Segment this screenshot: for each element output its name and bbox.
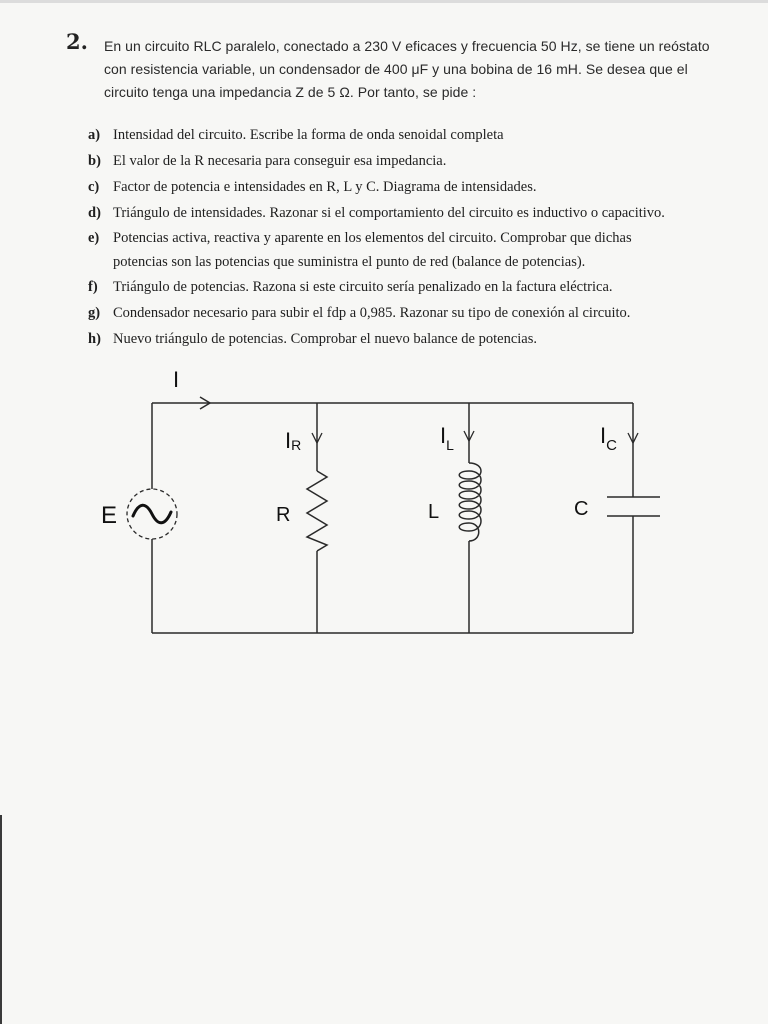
task-letter: g) <box>88 305 101 321</box>
task-letter: e) <box>88 230 100 246</box>
resistor-icon <box>307 471 327 551</box>
page-left-edge <box>0 815 2 1024</box>
task-letter: a) <box>88 127 101 143</box>
task-letter: h) <box>88 331 101 347</box>
task-item-c <box>88 174 748 200</box>
task-text: Condensador necesario para subir el fdp a 0,985. Razonar su tipo de conexión al circuito. <box>113 305 631 321</box>
resistor-label: R <box>276 504 291 526</box>
task-item-d <box>88 200 748 226</box>
task-letter: b) <box>88 153 101 169</box>
task-text: Triángulo de intensidades. Razonar si el comportamiento del circuito es inductivo o capacitivo. <box>113 205 665 221</box>
task-letter: f) <box>88 279 98 295</box>
page-top-edge <box>0 0 768 3</box>
task-text: Triángulo de potencias. Razona si este circuito sería penalizado en la factura eléctrica. <box>113 279 613 295</box>
statement-line: con resistencia variable, un condensador de 400 μF y una bobina de 16 mH. Se desea que el <box>104 61 688 77</box>
task-text: El valor de la R necesaria para conseguir esa impedancia. <box>113 153 447 169</box>
rlc-circuit-diagram <box>100 365 680 655</box>
problem-statement <box>104 35 744 104</box>
task-text: potencias son las potencias que suministra el punto de red (balance de potencias). <box>113 254 586 270</box>
task-text: Nuevo triángulo de potencias. Comprobar el nuevo balance de potencias. <box>113 331 537 347</box>
task-item-e <box>88 226 748 274</box>
task-text: Intensidad del circuito. Escribe la forma de onda senoidal completa <box>113 127 504 143</box>
inductor-label: L <box>428 501 440 523</box>
resistor-current-label: IR <box>285 428 302 453</box>
task-item-h <box>88 326 748 352</box>
statement-line: circuito tenga una impedancia Z de 5 Ω. Por tanto, se pide : <box>104 84 477 100</box>
capacitor-label: C <box>574 498 589 520</box>
statement-line: En un circuito RLC paralelo, conectado a 230 V eficaces y frecuencia 50 Hz, se tiene un reóstato <box>104 38 710 54</box>
inductor-icon <box>459 463 481 541</box>
task-letter: c) <box>88 179 100 195</box>
task-text: Potencias activa, reactiva y aparente en los elementos del circuito. Comprobar que dichas <box>113 230 632 246</box>
task-item-a <box>88 122 748 148</box>
capacitor-icon <box>607 497 660 516</box>
ac-source-icon <box>127 489 177 539</box>
total-current-label: I <box>173 367 180 392</box>
capacitor-current-label: $I_C$ <box>600 423 617 454</box>
inductor-current-label: $I_L$ <box>440 423 454 453</box>
task-list <box>88 122 748 352</box>
task-item-f <box>88 274 748 300</box>
source-label: E <box>101 502 118 529</box>
task-letter: d) <box>88 205 101 221</box>
problem-number: 2. <box>66 29 88 54</box>
task-item-g <box>88 300 748 326</box>
task-item-b <box>88 148 748 174</box>
task-text: Factor de potencia e intensidades en R, L y C. Diagrama de intensidades. <box>113 179 537 195</box>
